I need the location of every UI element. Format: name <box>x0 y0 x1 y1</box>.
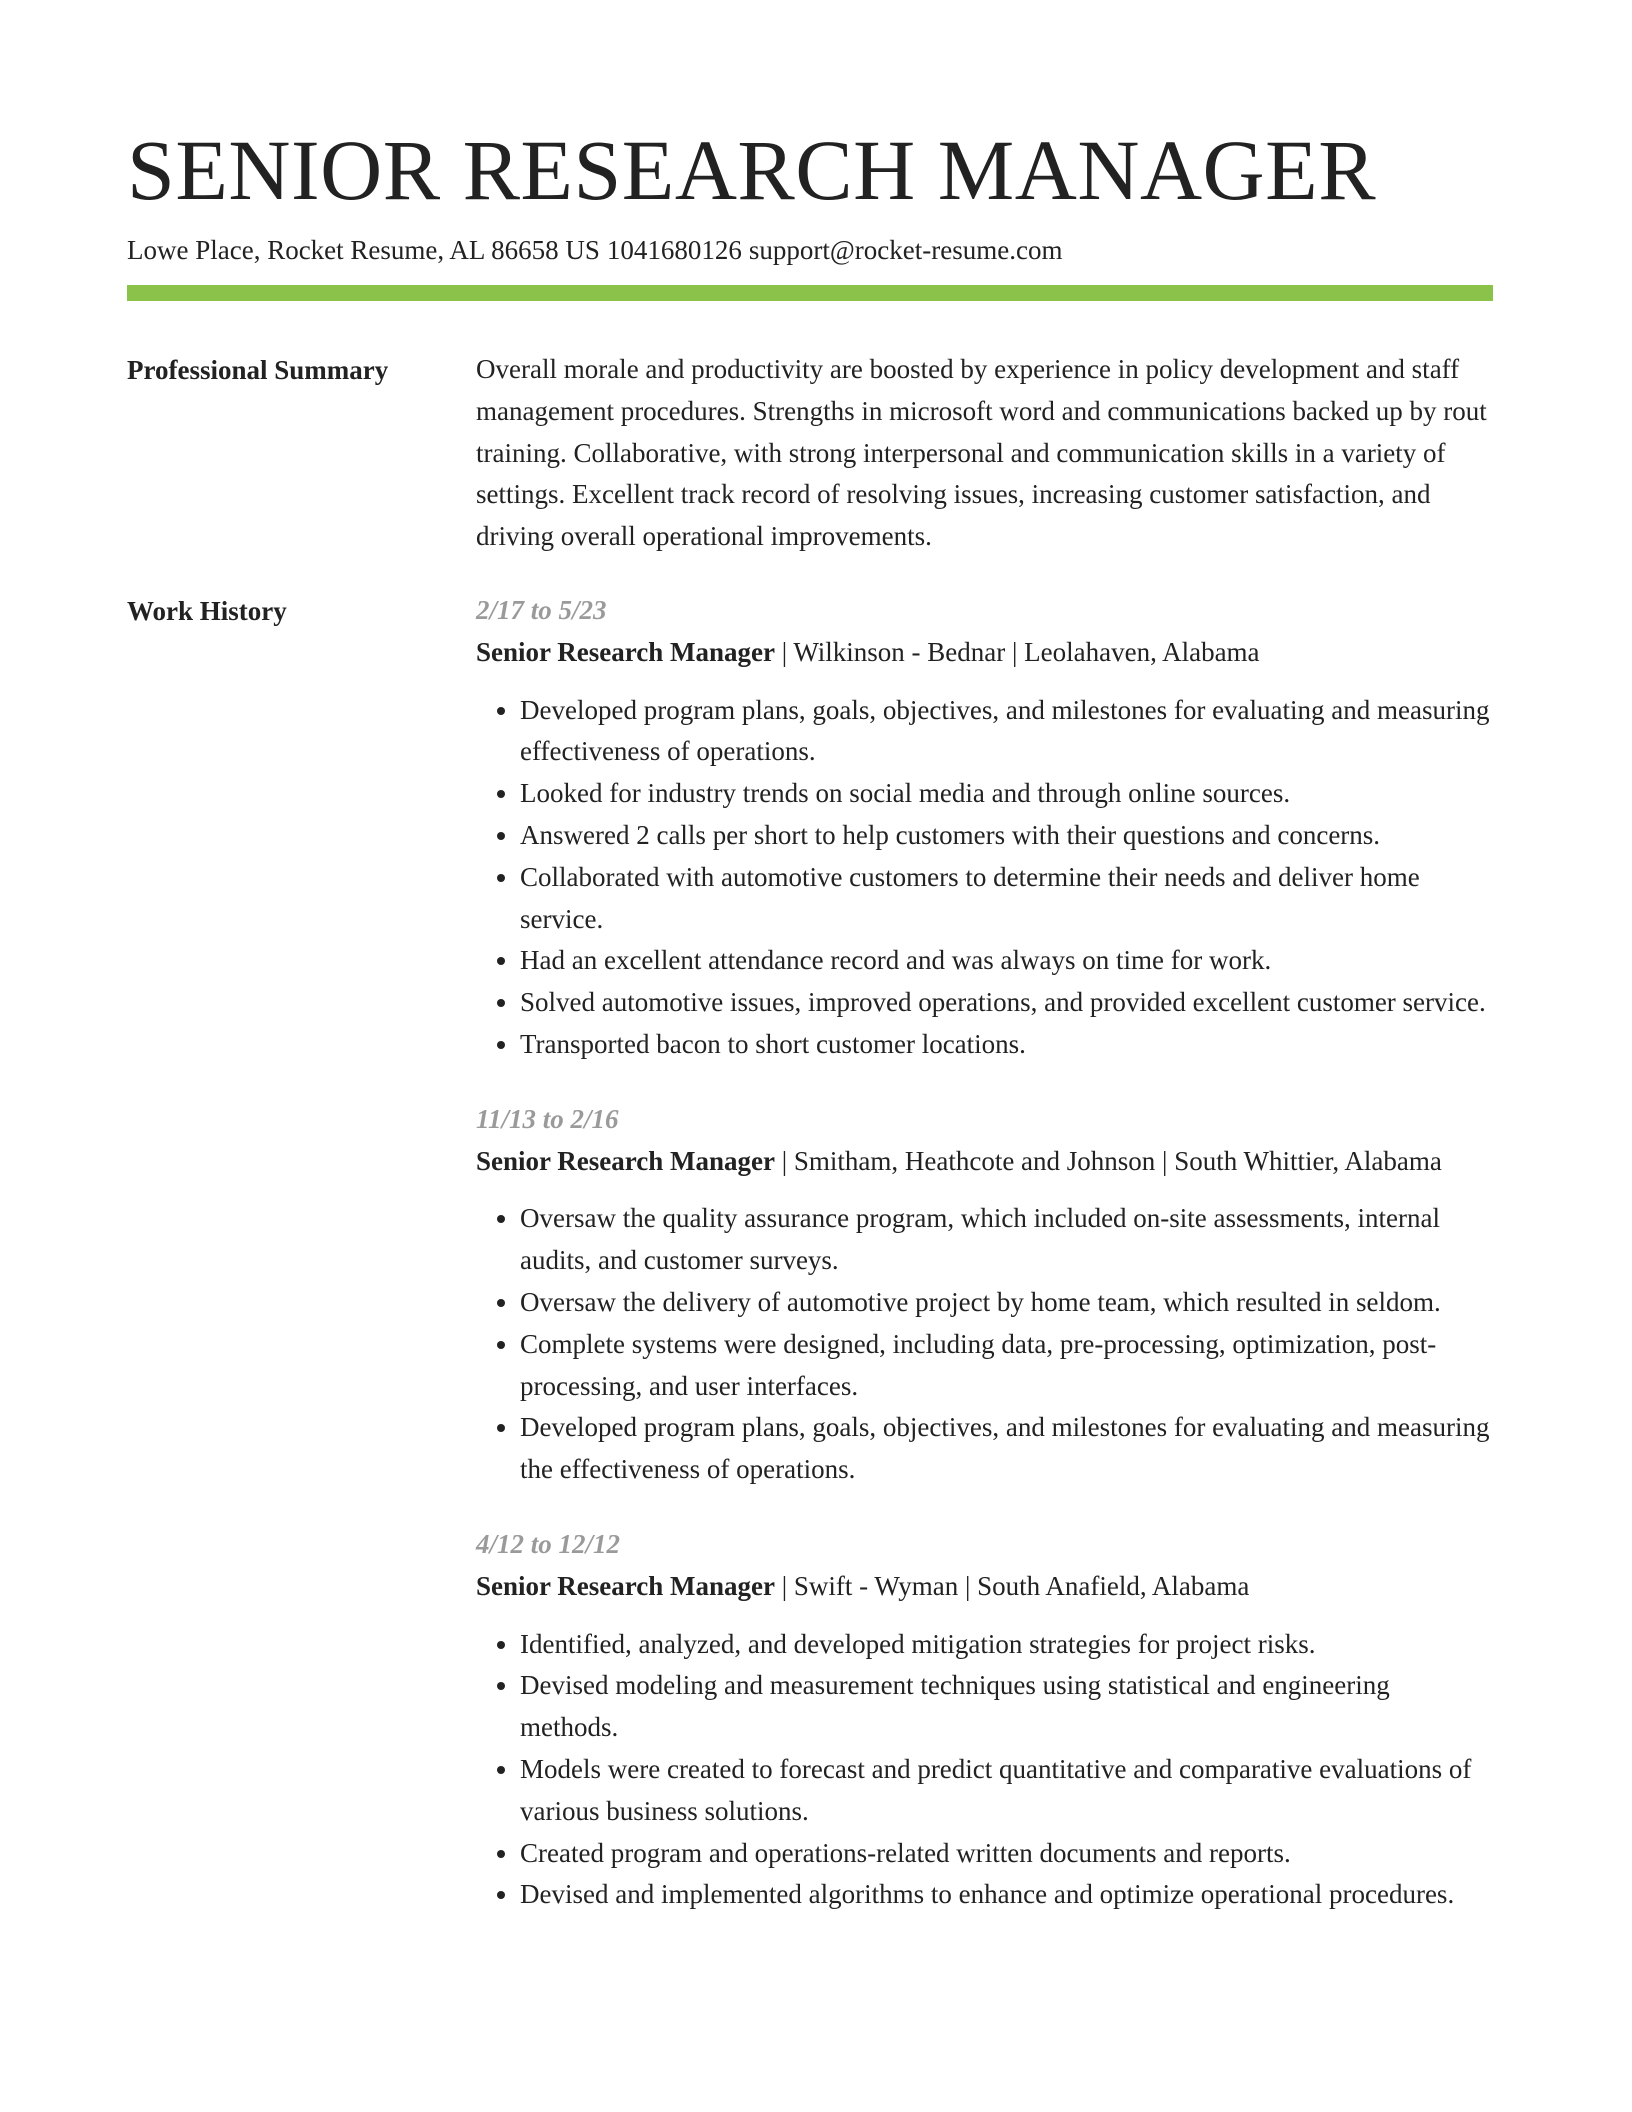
job-details: | Swift - Wyman | South Anafield, Alabama <box>774 1570 1250 1601</box>
resume-page <box>127 118 1493 1949</box>
job-details: | Wilkinson - Bednar | Leolahaven, Alabama <box>774 636 1260 667</box>
job-bullet: • Solved automotive issues, improved operations, and provided excellent customer service. <box>520 982 1493 1024</box>
job-bullet: • Created program and operations-related written documents and reports. <box>520 1833 1493 1875</box>
job-entry <box>476 590 1493 1066</box>
contact-line <box>127 232 1493 268</box>
job-bullet: • Had an excellent attendance record and was always on time for work. <box>520 940 1493 982</box>
job-dates: 4/12 to 12/12 <box>476 1528 621 1559</box>
job-bullet: • Looked for industry trends on social media and through online sources. <box>520 773 1493 815</box>
job-dates: 2/17 to 5/23 <box>476 594 607 625</box>
header-accent-rule <box>127 285 1493 301</box>
job-heading <box>476 1141 1493 1183</box>
section-label-work-history: Work History <box>127 595 287 626</box>
work-history-body <box>476 590 1493 1949</box>
job-bullet-list <box>476 1624 1493 1917</box>
job-bullet: • Devised and implemented algorithms to enhance and optimize operational procedures. <box>520 1874 1493 1916</box>
job-bullet: • Oversaw the quality assurance program, which included on-site assessments, internal audits, and customer surveys. <box>520 1198 1493 1282</box>
job-heading <box>476 1566 1493 1608</box>
job-bullet-list <box>476 1198 1493 1491</box>
job-bullet: • Transported bacon to short customer locations. <box>520 1024 1493 1066</box>
job-dates: 11/13 to 2/16 <box>476 1103 619 1134</box>
job-bullet: • Devised modeling and measurement techniques using statistical and engineering methods. <box>520 1665 1493 1749</box>
job-bullet: • Answered 2 calls per short to help customers with their questions and concerns. <box>520 815 1493 857</box>
summary-text: Overall morale and productivity are boosted by experience in policy development and staff management procedures. Strengths in microsoft word and communications backed up by rout training. Collaborative, with strong interpersonal and communication skills in a variety of settings. Excellent track record of resolving issues, increasing customer satisfaction, and driving overall operational improvements. <box>476 354 1487 552</box>
professional-summary-section <box>127 349 1493 558</box>
job-bullet: • Oversaw the delivery of automotive project by home team, which resulted in seldom. <box>520 1282 1493 1324</box>
job-title: Senior Research Manager <box>476 636 775 667</box>
job-heading <box>476 632 1493 674</box>
job-bullet: • Models were created to forecast and predict quantitative and comparative evaluations of various business solutions. <box>520 1749 1493 1833</box>
job-bullet: • Developed program plans, goals, objectives, and milestones for evaluating and measuring the effectiveness of operations. <box>520 1407 1493 1491</box>
contact-address: Lowe Place, Rocket Resume, AL 86658 US <box>127 235 600 265</box>
job-bullet: • Identified, analyzed, and developed mitigation strategies for project risks. <box>520 1624 1493 1666</box>
resume-title: SENIOR RESEARCH MANAGER <box>127 122 1377 218</box>
job-bullet: • Developed program plans, goals, objectives, and milestones for evaluating and measuring effectiveness of operations. <box>520 690 1493 774</box>
job-title: Senior Research Manager <box>476 1145 775 1176</box>
job-entry <box>476 1524 1493 1916</box>
work-history-section <box>127 590 1493 1949</box>
job-bullet: • Complete systems were designed, including data, pre-processing, optimization, post-processing, and user interfaces. <box>520 1324 1493 1408</box>
job-entry <box>476 1099 1493 1491</box>
job-title: Senior Research Manager <box>476 1570 775 1601</box>
contact-email: support@rocket-resume.com <box>748 235 1063 265</box>
section-label-summary: Professional Summary <box>127 355 389 385</box>
job-details: | Smitham, Heathcote and Johnson | South Whittier, Alabama <box>774 1145 1442 1176</box>
job-bullet-list <box>476 690 1493 1066</box>
contact-phone: 1041680126 <box>606 235 742 265</box>
summary-body <box>476 349 1493 558</box>
job-bullet: • Collaborated with automotive customers to determine their needs and deliver home service. <box>520 857 1493 941</box>
